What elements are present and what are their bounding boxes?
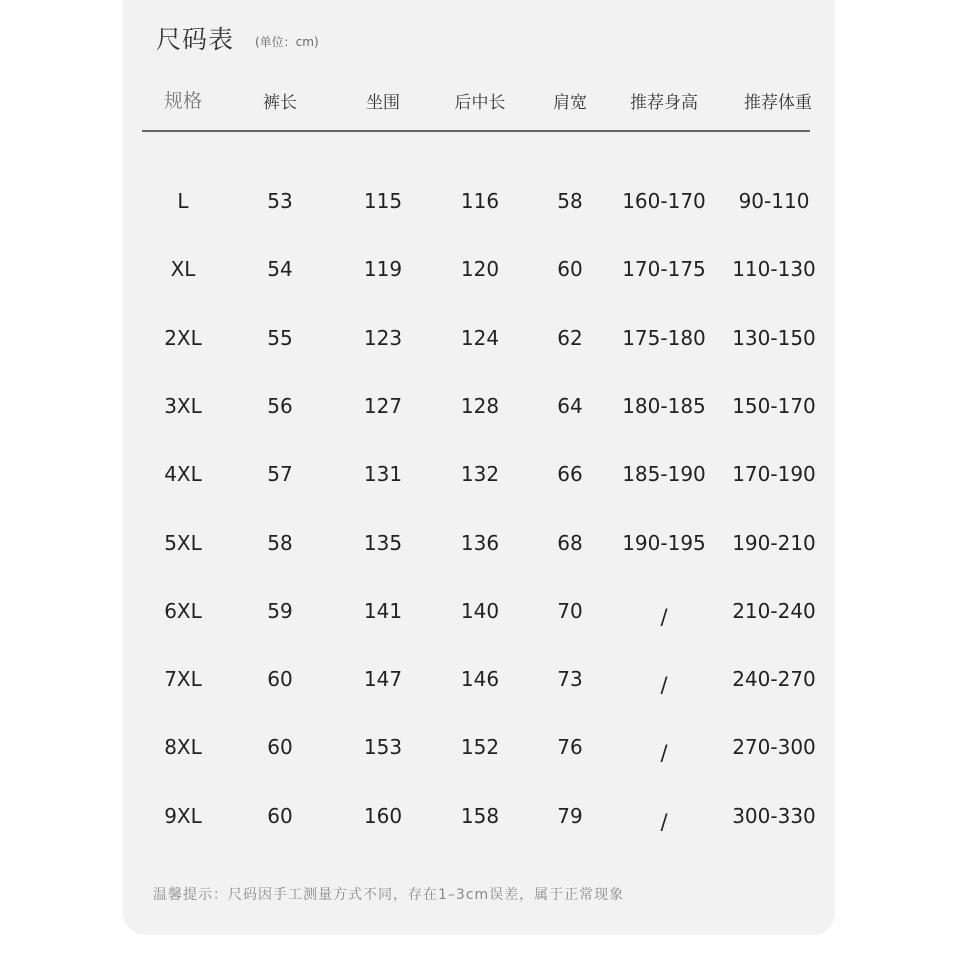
cell-shoulder: 79 (557, 803, 583, 828)
cell-rec-height: 190-195 (622, 530, 706, 555)
cell-hip: 131 (363, 462, 403, 487)
cell-hip: 147 (363, 667, 403, 692)
cell-shoulder: 76 (557, 735, 583, 760)
table-row (123, 804, 835, 844)
cell-hip: 141 (363, 598, 403, 623)
cell-size: 9XL (164, 803, 202, 828)
cell-pants-length: 60 (267, 735, 293, 760)
cell-size: 3XL (164, 393, 202, 418)
cell-shoulder: 58 (557, 189, 583, 213)
cell-back-length: 158 (460, 803, 500, 828)
cell-hip: 160 (363, 803, 403, 828)
cell-rec-height: 175-180 (622, 325, 706, 350)
cell-size: 5XL (164, 530, 202, 555)
cell-rec-height: / (660, 673, 668, 698)
header-size: 规格 (163, 90, 203, 112)
cell-rec-weight: 240-270 (732, 667, 816, 692)
cell-back-length: 116 (460, 189, 500, 213)
cell-rec-weight: 90-110 (738, 189, 810, 213)
cell-hip: 153 (363, 735, 403, 760)
header-rec-height: 推荐身高 (630, 93, 698, 113)
tip-note: 温馨提示：尺码因手工测量方式不同，存在1–3cm误差，属于正常现象 (153, 887, 625, 903)
cell-hip: 127 (363, 393, 403, 418)
cell-hip: 123 (363, 325, 403, 350)
cell-rec-weight: 190-210 (732, 530, 816, 555)
cell-rec-weight: 150-170 (732, 393, 816, 418)
cell-size: 7XL (164, 667, 202, 692)
cell-pants-length: 58 (267, 530, 293, 555)
table-row (123, 462, 835, 502)
cell-rec-weight: 270-300 (732, 735, 816, 760)
header-shoulder: 肩宽 (553, 93, 587, 113)
cell-rec-weight: 110-130 (732, 257, 816, 282)
table-row (123, 189, 835, 229)
cell-back-length: 136 (460, 530, 500, 555)
cell-size: 4XL (164, 462, 202, 487)
cell-rec-weight: 210-240 (732, 598, 816, 623)
cell-rec-height: 160-170 (622, 189, 706, 213)
cell-rec-height: 185-190 (622, 462, 706, 487)
header-rec-weight: 推荐体重 (744, 93, 812, 113)
cell-back-length: 124 (460, 325, 500, 350)
cell-back-length: 140 (460, 598, 500, 623)
cell-pants-length: 56 (267, 393, 293, 418)
cell-shoulder: 66 (557, 462, 583, 487)
cell-hip: 119 (363, 257, 403, 282)
cell-size: 6XL (164, 598, 202, 623)
cell-back-length: 132 (460, 462, 500, 487)
table-row (123, 599, 835, 639)
cell-back-length: 152 (460, 735, 500, 760)
cell-size: 2XL (164, 325, 202, 350)
cell-shoulder: 64 (557, 393, 583, 418)
cell-pants-length: 54 (267, 257, 293, 282)
cell-pants-length: 60 (267, 667, 293, 692)
cell-rec-height: / (660, 604, 668, 629)
table-row (123, 326, 835, 366)
cell-rec-weight: 130-150 (732, 325, 816, 350)
cell-back-length: 146 (460, 667, 500, 692)
size-chart-card (123, 0, 835, 935)
cell-hip: 135 (363, 530, 403, 555)
cell-pants-length: 53 (267, 189, 293, 213)
table-row (123, 735, 835, 775)
cell-back-length: 120 (460, 257, 500, 282)
table-row (123, 667, 835, 707)
cell-pants-length: 57 (267, 462, 293, 487)
header-divider (142, 130, 810, 132)
cell-rec-height: / (660, 741, 668, 766)
header-back-length: 后中长 (454, 93, 506, 113)
cell-rec-weight: 300-330 (732, 803, 816, 828)
cell-rec-height: 180-185 (622, 393, 706, 418)
table-row (123, 394, 835, 434)
cell-pants-length: 55 (267, 325, 293, 350)
cell-shoulder: 73 (557, 667, 583, 692)
cell-shoulder: 62 (557, 325, 583, 350)
cell-rec-weight: 170-190 (732, 462, 816, 487)
cell-back-length: 128 (460, 393, 500, 418)
header-hip: 坐围 (366, 93, 400, 113)
cell-hip: 115 (363, 189, 403, 213)
table-row (123, 257, 835, 297)
cell-rec-height: 170-175 (622, 257, 706, 282)
cell-pants-length: 60 (267, 803, 293, 828)
chart-title: 尺码表 (156, 25, 235, 54)
cell-size: XL (170, 257, 196, 282)
cell-shoulder: 68 (557, 530, 583, 555)
cell-size: 8XL (164, 735, 202, 760)
unit-label: (单位：cm) (255, 35, 319, 49)
cell-pants-length: 59 (267, 598, 293, 623)
cell-shoulder: 60 (557, 257, 583, 282)
cell-shoulder: 70 (557, 598, 583, 623)
cell-rec-height: / (660, 809, 668, 834)
header-pants-length: 裤长 (263, 93, 297, 113)
table-row (123, 531, 835, 571)
cell-size: L (177, 189, 189, 213)
